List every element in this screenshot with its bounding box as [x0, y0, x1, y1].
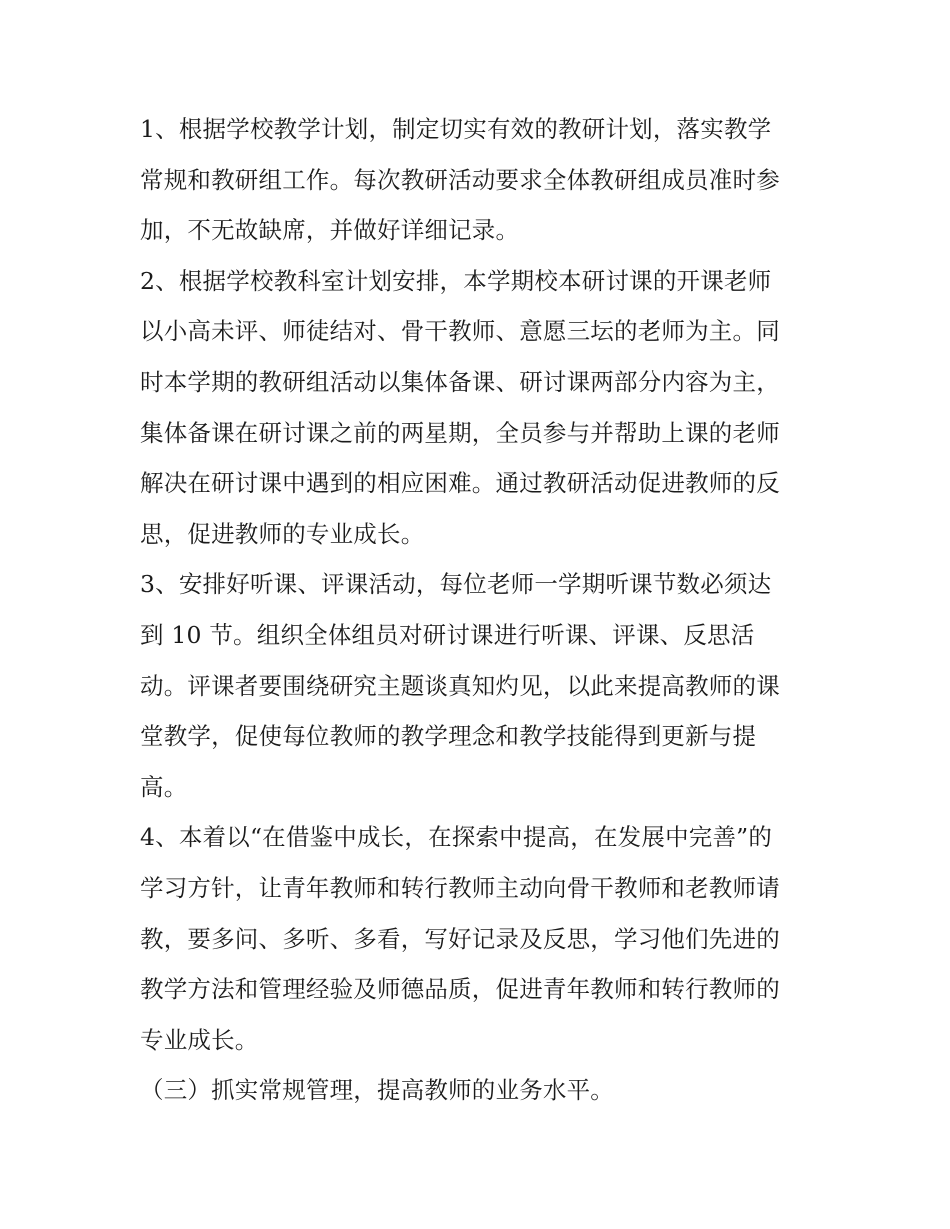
text-line: 教，要多问、多听、多看，写好记录及反思，学习他们先进的: [140, 924, 780, 953]
text-line: 堂教学，促使每位教师的教学理念和教学技能得到更新与提: [140, 722, 757, 751]
text-line: 以小高未评、师徒结对、骨干教师、意愿三坛的老师为主。同: [140, 317, 780, 346]
text-line: 集体备课在研讨课之前的两星期，全员参与并帮助上课的老师: [140, 418, 780, 447]
text-line: 解决在研讨课中遇到的相应困难。通过教研活动促进教师的反: [140, 469, 780, 498]
section-heading-text: （三）抓实常规管理，提高教师的业务水平。: [140, 1076, 614, 1105]
paragraph-3: [140, 559, 820, 812]
text-line: 常规和教研组工作。每次教研活动要求全体教研组成员准时参: [140, 165, 780, 194]
text-line: 思，促进教师的专业成长。: [140, 519, 425, 548]
text-line: 2、根据学校教科室计划安排，本学期校本研讨课的开课老师: [140, 266, 772, 295]
text-line: 1、根据学校教学计划，制定切实有效的教研计划，落实教学: [140, 115, 772, 143]
text-line: 学习方针，让青年教师和转行教师主动向骨干教师和老教师请: [140, 873, 780, 902]
text-line: 加，不无故缺席，并做好详细记录。: [140, 216, 520, 245]
text-line: 教学方法和管理经验及师德品质，促进青年教师和转行教师的: [140, 975, 780, 1004]
paragraph-4: [140, 812, 820, 1065]
text-line: 时本学期的教研组活动以集体备课、研讨课两部分内容为主，: [140, 367, 780, 396]
text-line: 4、本着以“在借鉴中成长，在探索中提高，在发展中完善”的: [140, 823, 773, 852]
paragraph-1: [140, 104, 820, 256]
text-line: 到 10 节。组织全体组员对研讨课进行听课、评课、反思活: [140, 620, 755, 649]
section-heading: [140, 1065, 820, 1116]
text-line: 专业成长。: [140, 1025, 259, 1054]
document-body: [140, 104, 820, 1116]
paragraph-2: [140, 256, 820, 560]
text-line: 高。: [140, 772, 188, 801]
text-line: 3、安排好听课、评课活动，每位老师一学期听课节数必须达: [140, 570, 772, 599]
text-line: 动。评课者要围绕研究主题谈真知灼见，以此来提高教师的课: [140, 671, 780, 700]
